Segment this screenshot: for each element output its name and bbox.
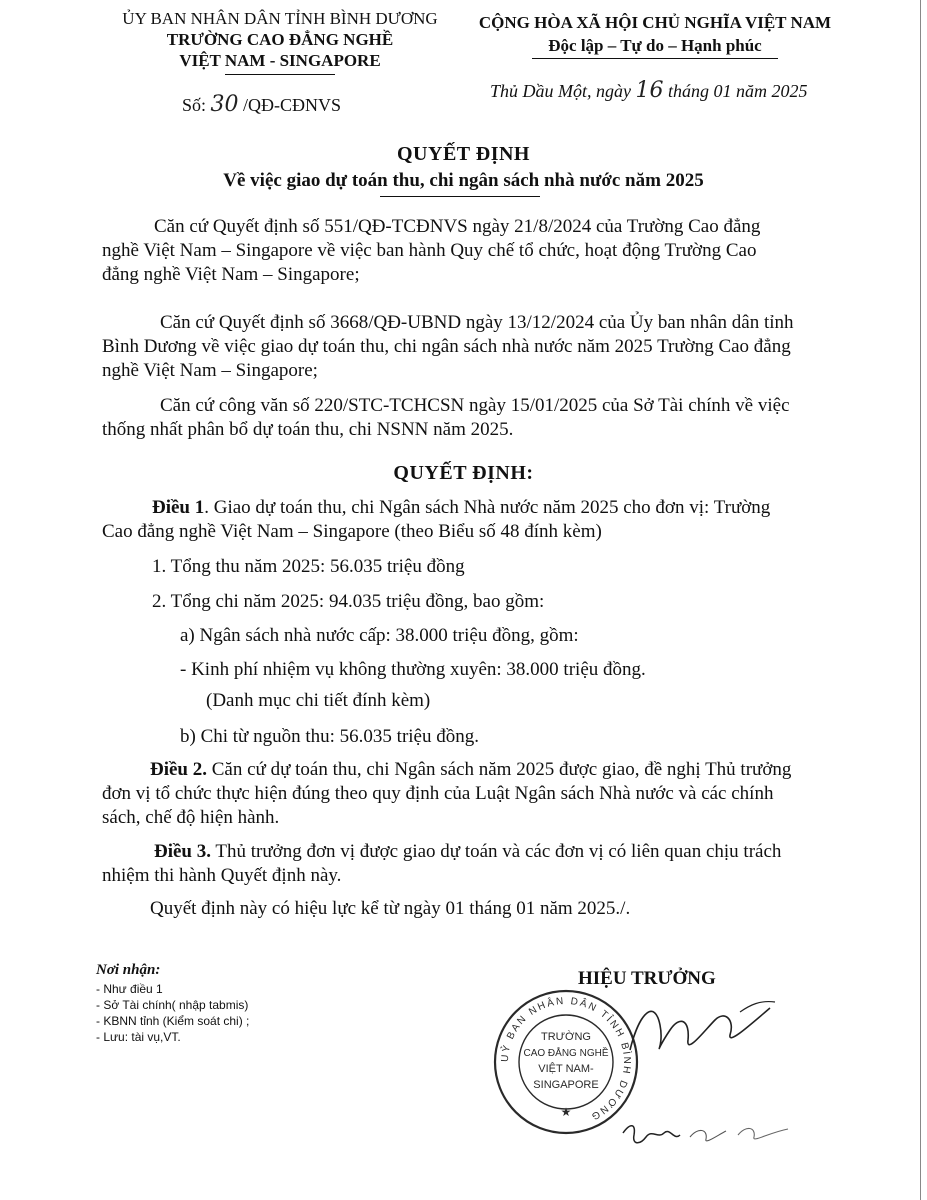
basis-paragraph-1: Căn cứ Quyết định số 551/QĐ-TCĐNVS ngày 21/8/2024 của Trường Cao đẳng nghề Việt Nam – Singapore về việc ban hành Quy chế tổ chức, hoạt động Trường Cao đẳng nghề Việt Nam – Singapore;	[102, 216, 761, 285]
date-prefix: Thủ Dầu Một, ngày	[490, 81, 631, 101]
date-suffix: tháng 01 năm 2025	[668, 81, 808, 101]
article-1-label: Điều 1	[152, 497, 205, 518]
signatory-name-handwritten	[618, 1115, 798, 1155]
effective-clause: Quyết định này có hiệu lực kể từ ngày 01 tháng 01 năm 2025./.	[150, 898, 631, 919]
article-1-item-2: 2. Tổng chi năm 2025: 94.035 triệu đồng, bao gồm:	[152, 591, 545, 612]
decision-subject: Về việc giao dự toán thu, chi ngân sách nhà nước năm 2025	[223, 170, 704, 191]
article-1-item-2a: a) Ngân sách nhà nước cấp: 38.000 triệu đồng, gồm:	[180, 625, 579, 646]
number-suffix: /QĐ-CĐNVS	[243, 95, 342, 115]
subject-rule	[380, 196, 540, 197]
nation-name: CỘNG HÒA XÃ HỘI CHỦ NGHĨA VIỆT NAM	[478, 13, 832, 32]
number-prefix: Số:	[182, 95, 207, 115]
agency-name: ỦY BAN NHÂN DÂN TỈNH BÌNH DƯƠNG	[122, 9, 438, 28]
recipient-item: - Sở Tài chính( nhập tabmis)	[96, 998, 249, 1012]
handwritten-signature	[610, 990, 780, 1070]
document-date	[490, 78, 808, 103]
article-1-item-2a-dash: - Kinh phí nhiệm vụ không thường xuyên: 38.000 triệu đồng.	[180, 659, 646, 680]
seal-star-icon: ★	[560, 1105, 572, 1119]
article-1-item-1: 1. Tổng thu năm 2025: 56.035 triệu đồng	[152, 556, 465, 577]
header-left-rule	[225, 74, 335, 75]
date-day: 16	[635, 78, 664, 103]
header-right-rule	[532, 58, 778, 59]
article-2-text: Căn cứ dự toán thu, chi Ngân sách năm 2025 được giao, đề nghị Thủ trưởng đơn vị tổ chức thực hiện đúng theo quy định của Luật Ngân sách Nhà nước và các chính sách, chế độ hiện hành.	[102, 759, 792, 828]
article-1-item-2a-note: (Danh mục chi tiết đính kèm)	[206, 690, 431, 711]
number-value: 30	[210, 92, 239, 117]
seal-line-2: CAO ĐẲNG NGHỀ	[523, 1048, 609, 1059]
recipients-heading: Nơi nhận:	[96, 962, 161, 978]
article-3	[102, 840, 802, 888]
article-1-text: . Giao dự toán thu, chi Ngân sách Nhà nước năm 2025 cho đơn vị: Trường Cao đẳng nghề Việt Nam – Singapore (theo Biểu số 48 đính kèm)	[102, 497, 771, 542]
article-1-item-2b: b) Chi từ nguồn thu: 56.035 triệu đồng.	[180, 726, 479, 747]
recipient-item: - KBNN tỉnh (Kiểm soát chi) ;	[96, 1014, 250, 1028]
article-2-label: Điều 2.	[150, 759, 207, 780]
scan-edge-line	[920, 0, 921, 1200]
seal-line-4: SINGAPORE	[533, 1079, 599, 1091]
national-motto: Độc lập – Tự do – Hạnh phúc	[548, 36, 762, 55]
basis-paragraph-2: Căn cứ Quyết định số 3668/QĐ-UBND ngày 13/12/2024 của Ủy ban nhân dân tỉnh Bình Dương về việc giao dự toán thu, chi ngân sách nhà nước năm 2025 Trường Cao đẳng nghề Việt Nam – Singapore;	[102, 312, 794, 381]
school-name-line1: TRƯỜNG CAO ĐẲNG NGHỀ	[166, 30, 394, 49]
document-number	[182, 92, 341, 117]
article-1	[102, 496, 802, 544]
recipient-item: - Như điều 1	[96, 982, 163, 996]
article-3-label: Điều 3.	[154, 841, 211, 862]
basis-paragraph-3: Căn cứ công văn số 220/STC-TCHCSN ngày 15/01/2025 của Sở Tài chính về việc thống nhất phân bổ dự toán thu, chi NSNN năm 2025.	[102, 395, 790, 440]
decision-heading: QUYẾT ĐỊNH:	[393, 462, 534, 484]
seal-ring-text: UỶ BAN NHÂN DÂN TỈNH BÌNH DƯƠNG	[499, 995, 633, 1123]
seal-line-3: VIỆT NAM-	[538, 1063, 594, 1075]
article-2	[102, 758, 807, 830]
school-name-line2: VIỆT NAM - SINGAPORE	[179, 51, 381, 70]
signatory-title: HIỆU TRƯỞNG	[578, 968, 716, 989]
recipient-item: - Lưu: tài vụ,VT.	[96, 1030, 181, 1044]
recipients-block	[96, 962, 356, 1045]
decision-title: QUYẾT ĐỊNH	[397, 143, 530, 165]
seal-line-1: TRƯỜNG	[541, 1031, 591, 1043]
article-3-text: Thủ trưởng đơn vị được giao dự toán và các đơn vị có liên quan chịu trách nhiệm thi hành Quyết định này.	[102, 841, 782, 886]
